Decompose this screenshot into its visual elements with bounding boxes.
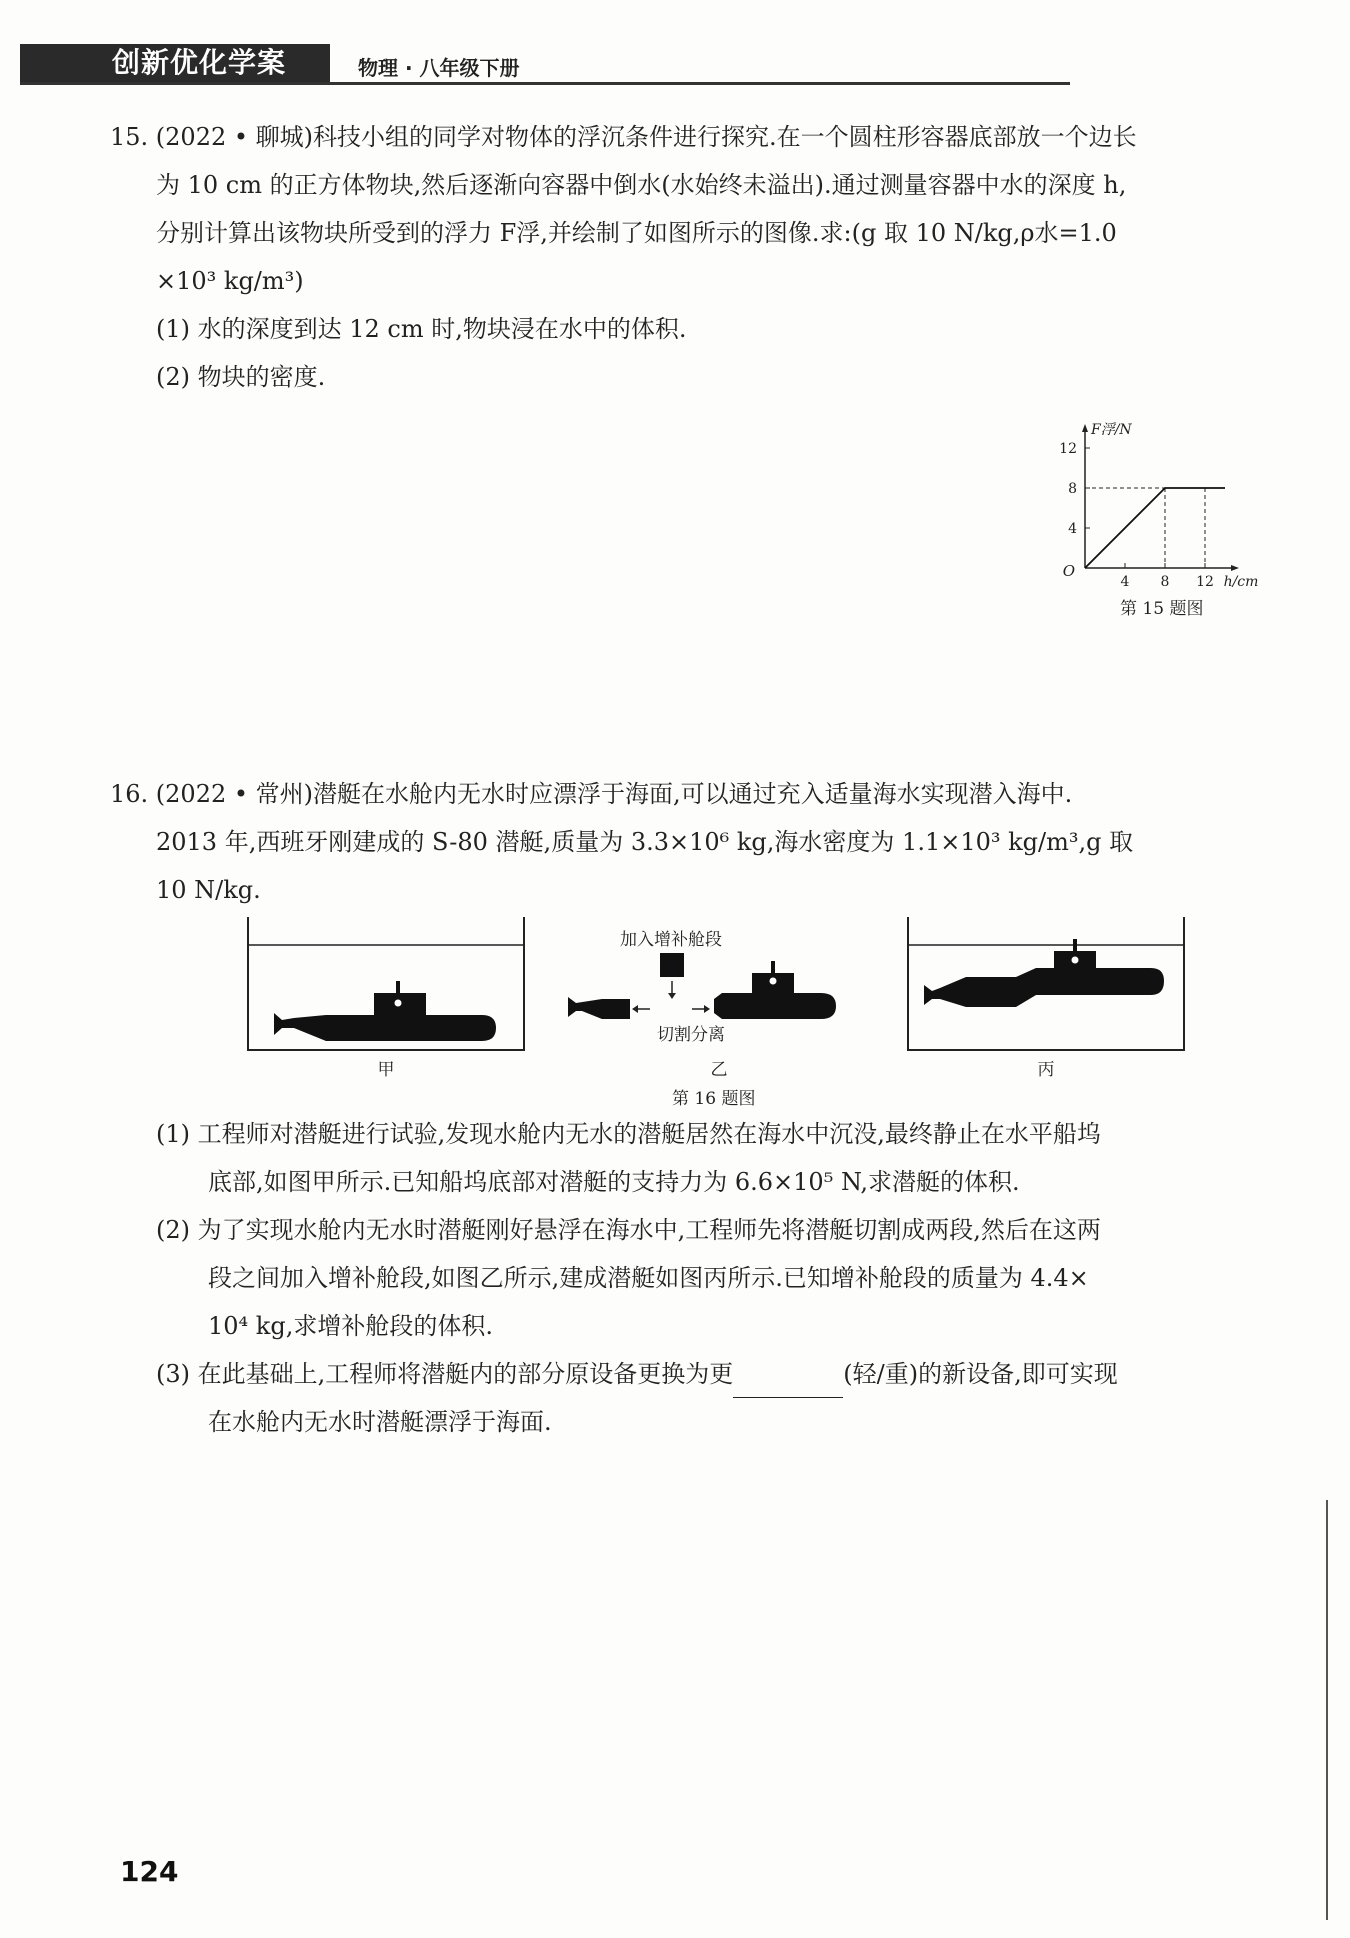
- panel-a-label: 甲: [377, 1060, 395, 1080]
- x-axis-arrow: [1231, 565, 1239, 571]
- x-tick-label: 12: [1196, 574, 1214, 590]
- submarine-tail-section: [568, 997, 630, 1019]
- q16-sub1-line1: (1) 工程师对潜艇进行试验,发现水舱内无水的潜艇居然在海水中沉没,最终静止在水平船坞: [156, 1120, 1101, 1148]
- panel-c-label: 丙: [1037, 1060, 1055, 1080]
- q15-line-3: 分别计算出该物块所受到的浮力 F浮,并绘制了如图所示的图像.求:(g 取 10 N/kg,ρ水=1.0: [156, 219, 1117, 247]
- q16-sub2-line3: 10⁴ kg,求增补舱段的体积.: [208, 1312, 493, 1340]
- submarine-figure: [246, 915, 1196, 1095]
- q15-line-2: 为 10 cm 的正方体物块,然后逐渐向容器中倒水(水始终未溢出).通过测量容器中水的深度 h,: [156, 171, 1127, 199]
- y-tick-label: 8: [1068, 481, 1077, 497]
- y-axis-arrow: [1082, 424, 1088, 432]
- brand-banner: [20, 44, 330, 82]
- q16-sub3-text-after: (轻/重)的新设备,即可实现: [843, 1360, 1118, 1388]
- x-axis-label: h/cm: [1223, 574, 1259, 590]
- answer-blank[interactable]: [733, 1367, 843, 1398]
- subject-label: 物理 · 八年级下册: [358, 56, 520, 80]
- x-tick-label: 8: [1160, 574, 1170, 590]
- q16-sub3-line2: 在水舱内无水时潜艇漂浮于海面.: [208, 1408, 552, 1436]
- q16-subquestions: [156, 1110, 1276, 1446]
- buoyancy-series-line: [1085, 488, 1225, 568]
- q16-sub3-text-before: (3) 在此基础上,工程师将潜艇内的部分原设备更换为更: [156, 1360, 734, 1388]
- q15-sub-1: (1) 水的深度到达 12 cm 时,物块浸在水中的体积.: [156, 315, 687, 343]
- question-16: [110, 770, 1290, 914]
- q16-sub3-line1: [156, 1350, 1276, 1398]
- submarine-front-section: [714, 961, 836, 1019]
- q16-line-3: 10 N/kg.: [156, 876, 261, 904]
- brand-title: 创新优化学案: [112, 46, 287, 79]
- page-number: 124: [120, 1855, 179, 1888]
- panel-c-tank: [908, 917, 1184, 1050]
- label-add-section: 加入增补舱段: [620, 930, 722, 950]
- question-15: [110, 113, 1280, 401]
- panel-a-tank: [248, 917, 524, 1050]
- panel-b-label: 乙: [710, 1060, 728, 1080]
- q15-sub-2: (2) 物块的密度.: [156, 363, 326, 391]
- submarine-icon: [274, 981, 496, 1041]
- q16-sub1-line2: 底部,如图甲所示.已知船坞底部对潜艇的支持力为 6.6×10⁵ N,求潜艇的体积.: [208, 1168, 1020, 1196]
- q16-figure-caption: 第 16 题图: [672, 1089, 756, 1109]
- x-tick-label: 4: [1120, 574, 1130, 590]
- page-header: [20, 44, 1070, 84]
- q16-line-1: 16. (2022 • 常州)潜艇在水舱内无水时应漂浮于海面,可以通过充入适量海水实现潜入海中.: [110, 780, 1073, 808]
- y-axis-label: F浮/N: [1091, 422, 1132, 438]
- buoyancy-depth-chart: [1055, 408, 1295, 598]
- y-tick-label: 12: [1059, 441, 1077, 457]
- q16-sub2-line1: (2) 为了实现水舱内无水时潜艇刚好悬浮在海水中,工程师先将潜艇切割成两段,然后在这两: [156, 1216, 1101, 1244]
- y-tick-label: 4: [1068, 521, 1077, 537]
- header-rule: [20, 82, 1070, 85]
- q15-figure-caption: 第 15 题图: [1120, 599, 1204, 619]
- panel-b-cut: [568, 930, 836, 1045]
- origin-label: O: [1062, 562, 1075, 580]
- submarine-rebuilt-icon: [924, 939, 1164, 1007]
- q16-sub2-line2: 段之间加入增补舱段,如图乙所示,建成潜艇如图丙所示.已知增补舱段的质量为 4.4×: [208, 1264, 1089, 1292]
- q15-line-4: ×10³ kg/m³): [156, 267, 304, 295]
- q16-line-2: 2013 年,西班牙刚建成的 S-80 潜艇,质量为 3.3×10⁶ kg,海水密度为 1.1×10³ kg/m³,g 取: [156, 828, 1134, 856]
- q15-line-1: 15. (2022 • 聊城)科技小组的同学对物体的浮沉条件进行探究.在一个圆柱形容器底部放一个边长: [110, 123, 1137, 151]
- page-edge-shadow: [1326, 1500, 1328, 1920]
- label-cut-separate: 切割分离: [657, 1025, 725, 1045]
- added-section-block: [660, 953, 684, 977]
